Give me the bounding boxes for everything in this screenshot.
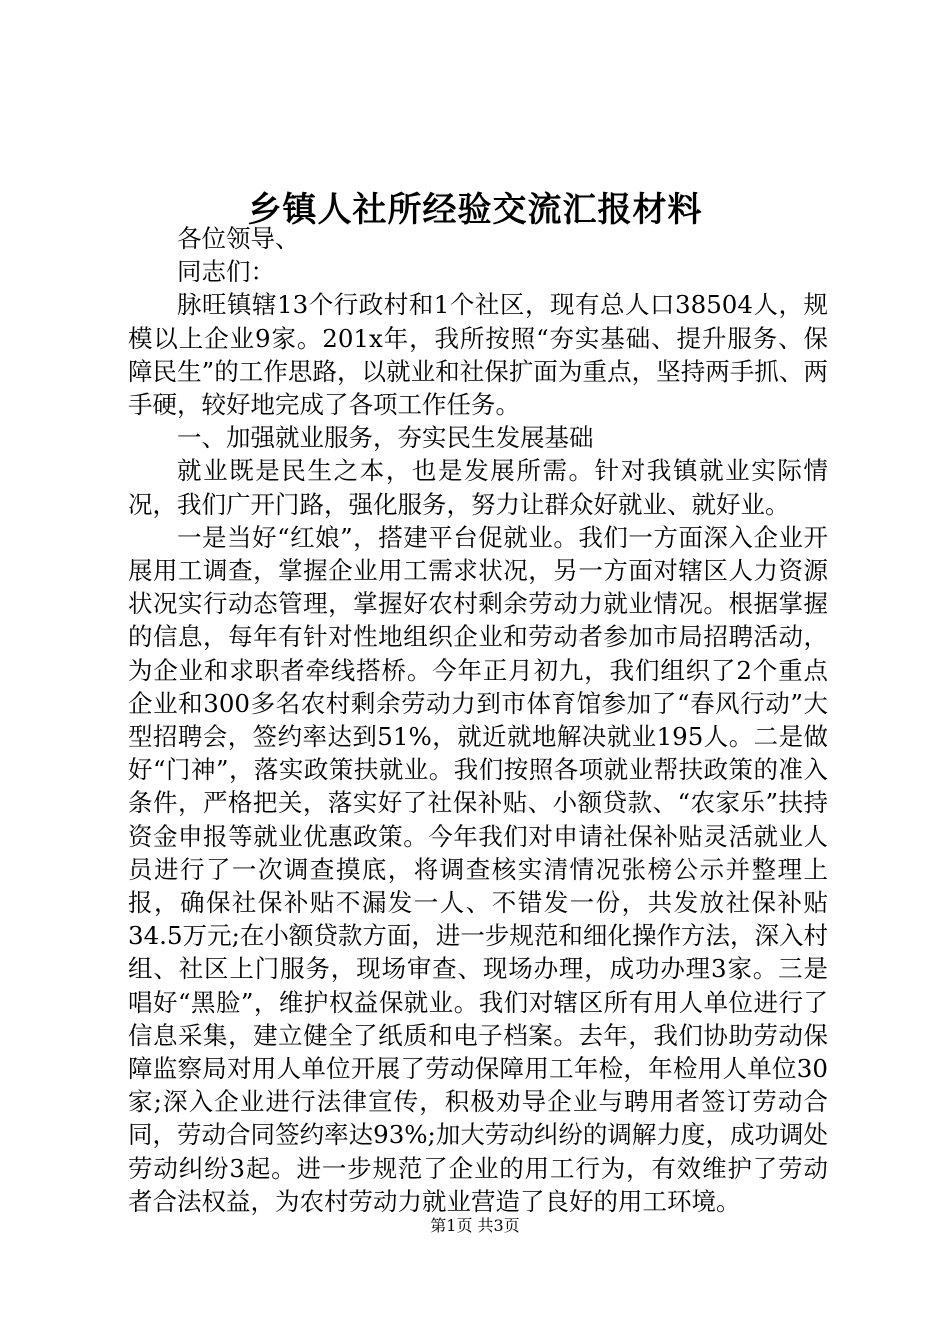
section-heading-1: 一、加强就业服务，夯实民生发展基础 [177,423,594,453]
intro-paragraph: 脉旺镇辖13个行政村和1个社区，现有总人口38504人，规模以上企业9家。201x年，我所按照“夯实基础、提升服务、保障民生”的工作思路，以就业和社保扩面为重点，坚持两手抓、两手硬，较好地完成了各项工作任务。 [128,290,828,420]
salutation-leaders: 各位领导、 [177,224,300,253]
document-title: 乡镇人社所经验交流汇报材料 [247,190,703,230]
salutation-comrades: 同志们： [177,257,275,287]
document-body [128,222,828,1218]
page-number-footer: 第1页 共3页 [430,1216,520,1235]
section-1-detail: 一是当好“红娘”，搭建平台促就业。我们一方面深入企业开展用工调查，掌握企业用工需求状况，另一方面对辖区人力资源状况实行动态管理，掌握好农村剩余劳动力就业情况。根据掌握的信息，每年有针对性地组织企业和劳动者参加市局招聘活动，为企业和求职者牵线搭桥。今年正月初九，我们组织了2个重点企业和300多名农村剩余劳动力到市体育馆参加了“春风行动”大型招聘会，签约率达到51%，就近就地解决就业195人。二是做好“门神”，落实政策扶就业。我们按照各项就业帮扶政策的准入条件，严格把关，落实好了社保补贴、小额贷款、“农家乐”扶持资金申报等就业优惠政策。今年我们对申请社保补贴灵活就业人员进行了一次调查摸底，将调查核实清情况张榜公示并整理上报，确保社保补贴不漏发一人、不错发一份，共发放社保补贴34.5万元;在小额贷款方面，进一步规范和细化操作方法，深入村组、社区上门服务，现场审查、现场办理，成功办理3家。三是唱好“黑脸”，维护权益保就业。我们对辖区所有用人单位进行了信息采集，建立健全了纸质和电子档案。去年，我们协助劳动保障监察局对用人单位开展了劳动保障用工年检，年检用人单位30家;深入企业进行法律宣传，积极劝导企业与聘用者签订劳动合同，劳动合同签约率达93%;加大劳动纠纷的调解力度，成功调处劳动纠纷3起。进一步规范了企业的用工行为，有效维护了劳动者合法权益，为农村劳动力就业营造了良好的用工环境。 [128,522,828,1216]
section-1-summary: 就业既是民生之本，也是发展所需。针对我镇就业实际情况，我们广开门路，强化服务，努力让群众好就业、就好业。 [128,456,828,519]
